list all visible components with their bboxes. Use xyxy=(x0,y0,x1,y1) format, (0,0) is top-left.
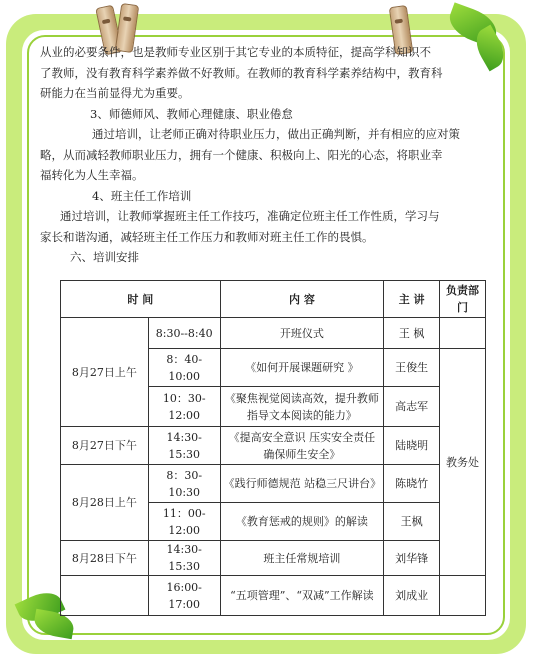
speaker-cell: 王枫 xyxy=(384,503,440,541)
slot-cell: 14:30-15:30 xyxy=(148,427,220,465)
paragraph-line: 了教师，没有教育科学素养做不好教师。在教师的教育科学素养结构中，教育科 xyxy=(40,65,443,80)
table-row xyxy=(61,318,486,349)
table-row xyxy=(61,427,486,465)
speaker-cell: 王俊生 xyxy=(384,349,440,387)
body-text xyxy=(40,42,495,268)
content-cell: 《提高安全意识 压实安全责任确保师生安全》 xyxy=(220,427,384,465)
content-cell: 《践行师德规范 站稳三尺讲台》 xyxy=(220,465,384,503)
speaker-cell: 陈晓竹 xyxy=(384,465,440,503)
schedule-table xyxy=(60,280,486,616)
paragraph-line: 通过培训，让老师正确对待职业压力，做出正确判断，并有相应的应对策 xyxy=(92,127,460,141)
dept-cell-empty xyxy=(440,576,486,616)
header-time: 时 间 xyxy=(61,281,221,318)
content-cell: 《如何开展课题研究 》 xyxy=(220,349,384,387)
section-heading: 六、培训安排 xyxy=(70,250,139,264)
day-cell: 8月28日上午 xyxy=(61,465,149,541)
speaker-cell: 王 枫 xyxy=(384,318,440,349)
content-cell: 《聚焦视觉阅读高效，提升教师指导文本阅读的能力》 xyxy=(220,387,384,427)
header-speaker: 主 讲 xyxy=(384,281,440,318)
table-row xyxy=(61,576,486,616)
section-heading: 3、师德师风、教师心理健康、职业倦怠 xyxy=(90,106,293,121)
slot-cell: 8：40-10:00 xyxy=(148,349,220,387)
paragraph-line: 从业的必要条件，也是教师专业区别于其它专业的本质特征，提高学科知识不 xyxy=(40,45,431,59)
paragraph-line: 家长和谐沟通，减轻班主任工作压力和教师对班主任工作的畏惧。 xyxy=(40,229,374,244)
day-cell: 8月28日下午 xyxy=(61,541,149,576)
dept-cell-empty xyxy=(440,318,486,349)
paragraph-line: 通过培训，让教师掌握班主任工作技巧，准确定位班主任工作性质，学习与 xyxy=(60,209,440,223)
slot-cell: 8：30-10:30 xyxy=(148,465,220,503)
paragraph-line: 略，从而减轻教师职业压力，拥有一个健康、积极向上、阳光的心态，将职业幸 xyxy=(40,147,443,162)
content-cell: 《教育惩戒的规则》的解读 xyxy=(220,503,384,541)
day-cell: 8月27日上午 xyxy=(61,318,149,427)
slot-cell: 14:30-15:30 xyxy=(148,541,220,576)
slot-cell: 16:00-17:00 xyxy=(148,576,220,616)
paragraph-line: 福转化为人生幸福。 xyxy=(40,168,144,182)
content-cell: 班主任常规培训 xyxy=(220,541,384,576)
speaker-cell: 高志军 xyxy=(384,387,440,427)
section-heading: 4、班主任工作培训 xyxy=(92,188,192,203)
header-content: 内 容 xyxy=(220,281,384,318)
slot-cell: 11：00-12:00 xyxy=(148,503,220,541)
slot-cell: 8:30--8:40 xyxy=(148,318,220,349)
speaker-cell: 陆晓明 xyxy=(384,427,440,465)
content-cell: 开班仪式 xyxy=(220,318,384,349)
dept-cell: 教务处 xyxy=(440,349,486,576)
paragraph-line: 研能力在当前显得尤为重要。 xyxy=(40,86,190,100)
day-cell: 8月27日下午 xyxy=(61,427,149,465)
header-dept: 负责部门 xyxy=(440,281,486,318)
speaker-cell: 刘成业 xyxy=(384,576,440,616)
content-cell: “五项管理”、“双减”工作解读 xyxy=(220,576,384,616)
table-row xyxy=(61,465,486,503)
speaker-cell: 刘华锋 xyxy=(384,541,440,576)
slot-cell: 10：30-12:00 xyxy=(148,387,220,427)
table-row xyxy=(61,541,486,576)
table-header-row xyxy=(61,281,486,318)
day-cell xyxy=(61,576,149,616)
